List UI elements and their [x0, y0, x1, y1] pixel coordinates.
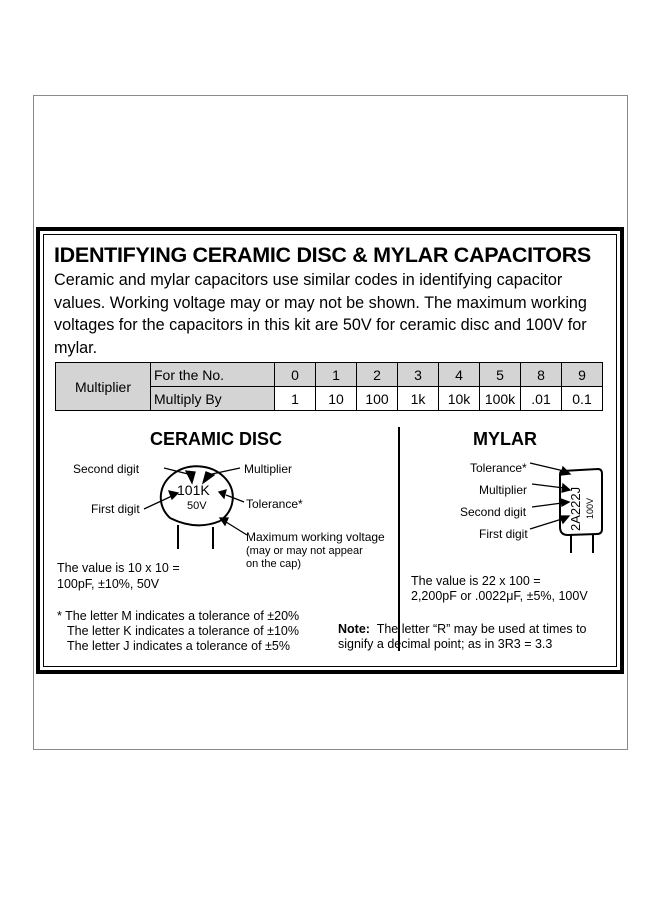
mylar-label-second-digit: Second digit — [460, 505, 527, 519]
ceramic-cap-voltage: 50V — [187, 500, 207, 512]
note-label: Note: — [338, 622, 370, 636]
table-cell: 10 — [316, 387, 357, 411]
table-cell: 2 — [357, 363, 398, 387]
tolerance-note-j: The letter J indicates a tolerance of ±5% — [67, 639, 290, 653]
tolerance-note-k: The letter K indicates a tolerance of ±10% — [67, 624, 299, 638]
capacitor-reference-card — [36, 227, 624, 674]
mylar-label-tolerance: Tolerance* — [470, 461, 527, 475]
table-cell: 0.1 — [562, 387, 603, 411]
table-cell: 1k — [398, 387, 439, 411]
table-cell: 10k — [439, 387, 480, 411]
label-max-voltage: Maximum working voltage — [246, 530, 385, 544]
mylar-cap-voltage: 100V — [585, 497, 595, 519]
mylar-cap-code: 2A222J — [568, 486, 583, 531]
label-tolerance: Tolerance* — [246, 497, 303, 511]
decimal-note — [338, 622, 618, 652]
table-cell: 9 — [562, 363, 603, 387]
table-cell: 1 — [275, 387, 316, 411]
ceramic-section-title: CERAMIC DISC — [150, 429, 283, 449]
mylar-section-title: MYLAR — [473, 429, 537, 449]
mylar-label-first-digit: First digit — [479, 527, 528, 541]
row-label-number: For the No. — [151, 363, 275, 387]
label-first-digit: First digit — [91, 502, 140, 516]
table-cell: 5 — [480, 363, 521, 387]
mylar-label-multiplier: Multiplier — [479, 483, 528, 497]
ceramic-value-line-1: The value is 10 x 10 = — [57, 561, 180, 575]
ceramic-cap-code: 101K — [177, 482, 210, 498]
table-cell: 8 — [521, 363, 562, 387]
intro-paragraph: Ceramic and mylar capacitors use similar codes in identifying capacitor values. Working voltage may or may not be shown. The maximum working voltages for the capacitors in this kit are 50V for ceramic disc and 100V for mylar. — [54, 271, 587, 357]
mylar-diagram — [40, 231, 620, 671]
table-cell: .01 — [521, 387, 562, 411]
table-cell: 3 — [398, 363, 439, 387]
label-max-voltage-note-1: (may or may not appear — [246, 545, 363, 557]
label-second-digit: Second digit — [73, 462, 140, 476]
label-multiplier: Multiplier — [244, 462, 293, 476]
table-cell: 1 — [316, 363, 357, 387]
table-cell: 100k — [480, 387, 521, 411]
tolerance-note-m: * The letter M indicates a tolerance of ±20% — [57, 609, 300, 623]
mylar-value-line-2: 2,200pF or .0022μF, ±5%, 100V — [411, 589, 588, 603]
table-cell: 4 — [439, 363, 480, 387]
note-text: The letter “R” may be used at times to signify a decimal point; as in 3R3 = 3.3 — [338, 622, 587, 651]
mylar-value-line-1: The value is 22 x 100 = — [411, 574, 541, 588]
ceramic-value-line-2: 100pF, ±10%, 50V — [57, 577, 160, 591]
card-title: IDENTIFYING CERAMIC DISC & MYLAR CAPACITORS — [54, 243, 591, 267]
row-label-multiply: Multiply By — [151, 387, 275, 411]
label-max-voltage-note-2: on the cap) — [246, 558, 302, 570]
table-cell: 100 — [357, 387, 398, 411]
table-header-multiplier: Multiplier — [56, 363, 151, 411]
table-cell: 0 — [275, 363, 316, 387]
